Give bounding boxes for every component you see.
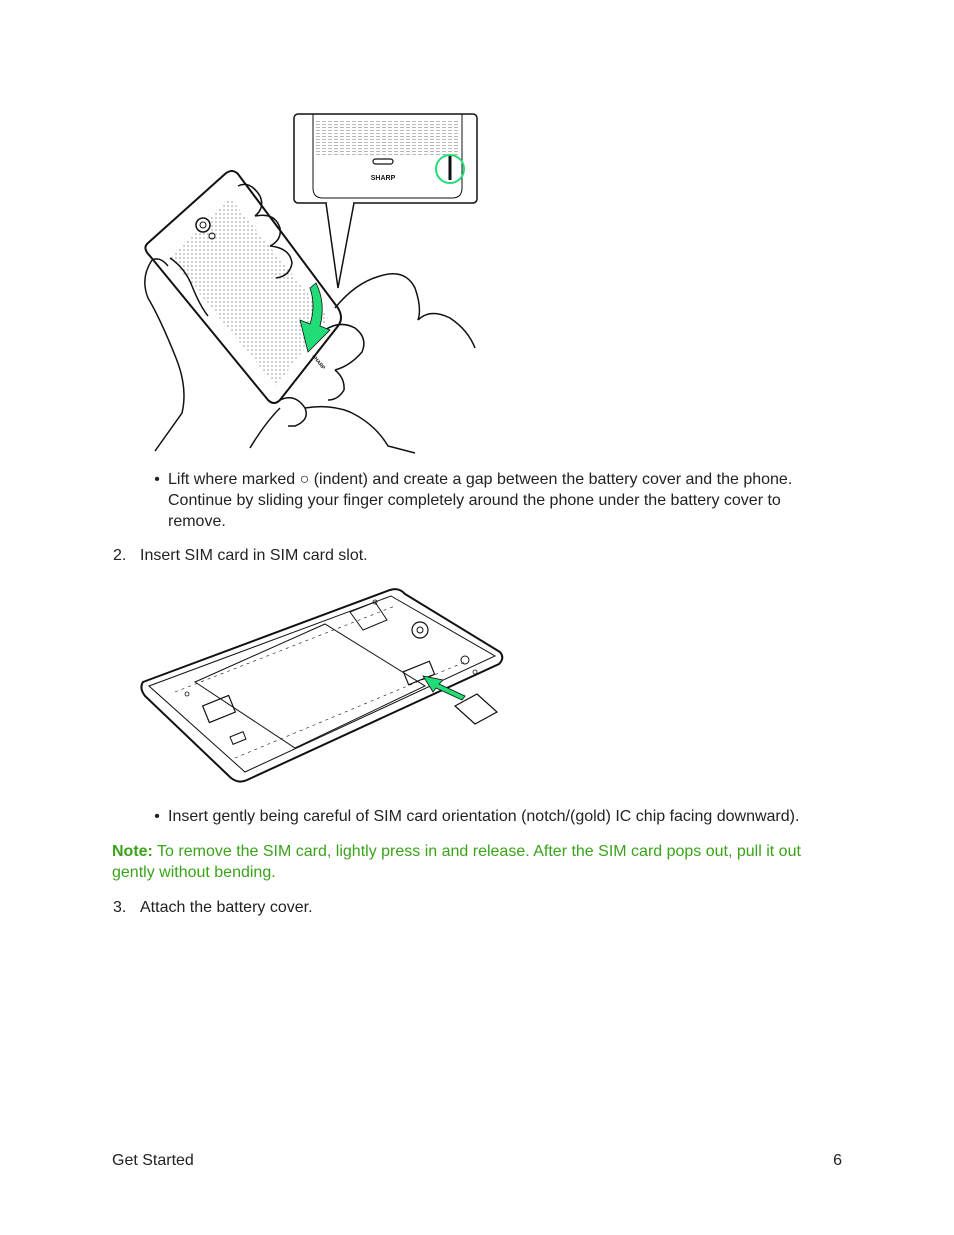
- back-brand-label: SHARP: [310, 353, 326, 372]
- step-item: [113, 897, 840, 918]
- bullet-dot: •: [154, 808, 160, 825]
- sim-insert-illustration: [135, 582, 510, 792]
- note-block: [112, 841, 832, 883]
- step-item: [113, 545, 840, 566]
- bullet-dot: •: [154, 471, 160, 488]
- bullet-text: Insert gently being careful of SIM card orientation (notch/(gold) IC chip facing downward).: [168, 808, 800, 825]
- step-text: Attach the battery cover.: [140, 899, 313, 916]
- footer-section-title: Get Started: [112, 1152, 194, 1169]
- figure-remove-battery-cover: [130, 108, 490, 458]
- camera-lens: [196, 218, 210, 232]
- footer-page-number: 6: [833, 1152, 842, 1169]
- step-number: 2.: [113, 547, 127, 564]
- step-text: Insert SIM card in SIM card slot.: [140, 547, 368, 564]
- bullet-item: [154, 469, 828, 532]
- battery-cover-illustration: [130, 108, 490, 458]
- note-text: To remove the SIM card, lightly press in and release. After the SIM card pops out, pull it out gently without bending.: [112, 843, 801, 881]
- bullet-text: Lift where marked ○ (indent) and create a gap between the battery cover and the phone. Continue by sliding your finger completely around the phone under the battery cover to remove.: [168, 471, 793, 530]
- step-number: 3.: [113, 899, 127, 916]
- callout-detail: [294, 114, 477, 288]
- note-label: Note:: [112, 843, 153, 860]
- figure-insert-sim: [135, 582, 510, 792]
- brand-label: SHARP: [370, 175, 396, 182]
- phone-interior: [141, 589, 502, 782]
- bullet-item: [154, 806, 848, 827]
